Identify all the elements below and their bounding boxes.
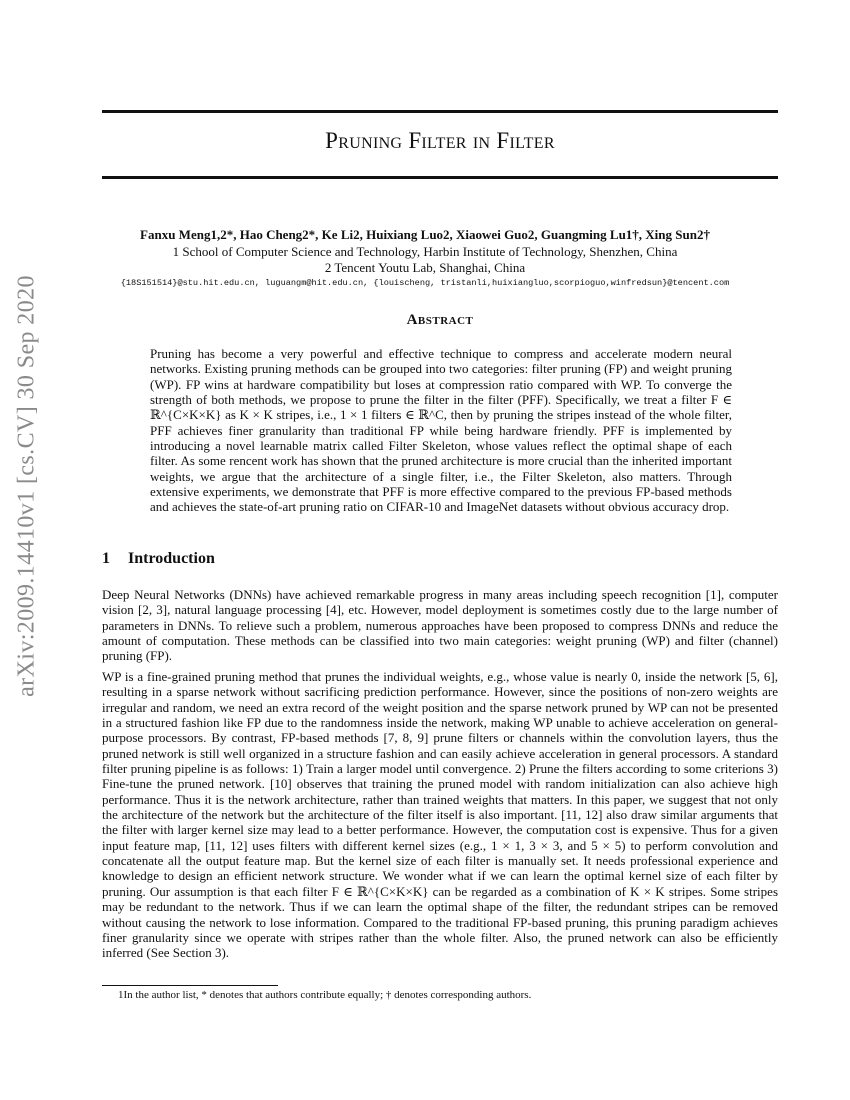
footnote-rule: [102, 985, 278, 986]
arxiv-sidebar-stamp: [3, 275, 51, 697]
author-emails: {18S151514}@stu.hit.edu.cn, luguangm@hit.edu.cn, {louischeng, tristanli,huixiangluo,scorpioguo,winfredsun}@tencent.com: [120, 278, 730, 288]
section-heading-introduction: [102, 550, 215, 568]
author-list: [40, 226, 810, 243]
section-number: 1: [102, 550, 110, 567]
author-list-text: Fanxu Meng1,2*, Hao Cheng2*, Ke Li2, Huixiang Luo2, Xiaowei Guo2, Guangming Lu1†, Xing Sun2†: [140, 227, 710, 242]
intro-paragraph-1: Deep Neural Networks (DNNs) have achieved remarkable progress in many areas including speech recognition [1], computer vision [2, 3], natural language processing [4], etc. However, model deployment is sometimes costly due to the large number of parameters in DNNs. To relieve such a problem, numerous approaches have been proposed to compress DNNs and reduce the amount of computation. These methods can be classified into two main categories: weight pruning (WP) and filter (channel) pruning (FP).: [102, 587, 778, 664]
abstract-body: Pruning has become a very powerful and effective technique to compress and accelerate modern neural networks. Existing pruning methods can be grouped into two categories: filter pruning (FP) and weight pruning (WP). FP wins at hardware compatibility but loses at compression ratio compared with WP. To converge the strength of both methods, we propose to prune the filter in the filter (PFF). Specifically, we treat a filter F ∈ ℝ^{C×K×K} as K × K stripes, i.e., 1 × 1 filters ∈ ℝ^C, then by pruning the stripes instead of the whole filter, PFF achieves finer granularity than traditional FP while being hardware friendly. PFF is implemented by introducing a novel learnable matrix called Filter Skeleton, whose values reflect the optimal shape of each filter. As some rencent work has shown that the pruned architecture is more crucial than the inherited important weights, we argue that the architecture of a single filter, i.e., the Filter Skeleton, also matters. Through extensive experiments, we demonstrate that PFF is more effective compared to the previous FP-based methods and achieves the state-of-art pruning ratio on CIFAR-10 and ImageNet datasets without obvious accuracy drop.: [150, 346, 732, 515]
intro-paragraph-2: WP is a fine-grained pruning method that prunes the individual weights, e.g., whose value is nearly 0, inside the network [5, 6], resulting in a sparse network without sacrificing prediction performance. However, since the positions of non-zero weights are irregular and random, we need an extra record of the weight position and the sparse network pruned by WP can not be presented in a structured fashion like FP due to the randomness inside the network, making WP unable to achieve acceleration on general-purpose processors. By contrast, FP-based methods [7, 8, 9] prune filters or channels within the convolution layers, thus the pruned network is still well organized in a structure fashion and can easily achieve acceleration in general processors. A standard filter pruning pipeline is as follows: 1) Train a larger model until convergence. 2) Prune the filters according to some criterions 3) Fine-tune the pruned network. [10] observes that training the pruned model with random initialization can also achieve high performance. Thus it is the network architecture, rather than trained weights that matters. In this paper, we suggest that not only the architecture of the network but the architecture of the filter itself is also important. [11, 12] also draw similar arguments that the filter with larger kernel size may lead to a better performance. However, the computation cost is expensive. Thus for a given input feature map, [11, 12] uses filters with different kernel sizes (e.g., 1 × 1, 3 × 3, and 5 × 5) to perform convolution and concatenate all the output feature map. But the kernel size of each filter is manually set. It needs professional experience and knowledge to design an efficient network structure. We wonder what if we can learn the optimal kernel size of each filter by pruning. Our assumption is that each filter F ∈ ℝ^{C×K×K} can be regarded as a combination of K × K stripes. Some stripes may be redundant to the network. Thus if we can learn the optimal shape of the filter, the redundant stripes can be removed without causing the network to lose information. Compared to the traditional FP-based pruning, this pruning paradigm achieves finer granularity since we operate with stripes rather than the whole filter. Also, the pruned network can also be efficiently inferred (See Section 3).: [102, 669, 778, 961]
section-title: Introduction: [128, 550, 215, 567]
title-rule-bottom: [102, 176, 778, 179]
affiliation-2: 2 Tencent Youtu Lab, Shanghai, China: [324, 260, 526, 275]
abstract-heading: Abstract: [406, 312, 474, 328]
title-rule-top: [102, 110, 778, 113]
footnote: 1In the author list, * denotes that authors contribute equally; † denotes corresponding authors.: [118, 989, 532, 1001]
paper-title: Pruning Filter in Filter: [325, 128, 555, 153]
arxiv-identifier: arXiv:2009.14410v1 [cs.CV] 30 Sep 2020: [13, 275, 40, 697]
affiliation-1: 1 School of Computer Science and Technology, Harbin Institute of Technology, Shenzhen, China: [172, 244, 678, 259]
